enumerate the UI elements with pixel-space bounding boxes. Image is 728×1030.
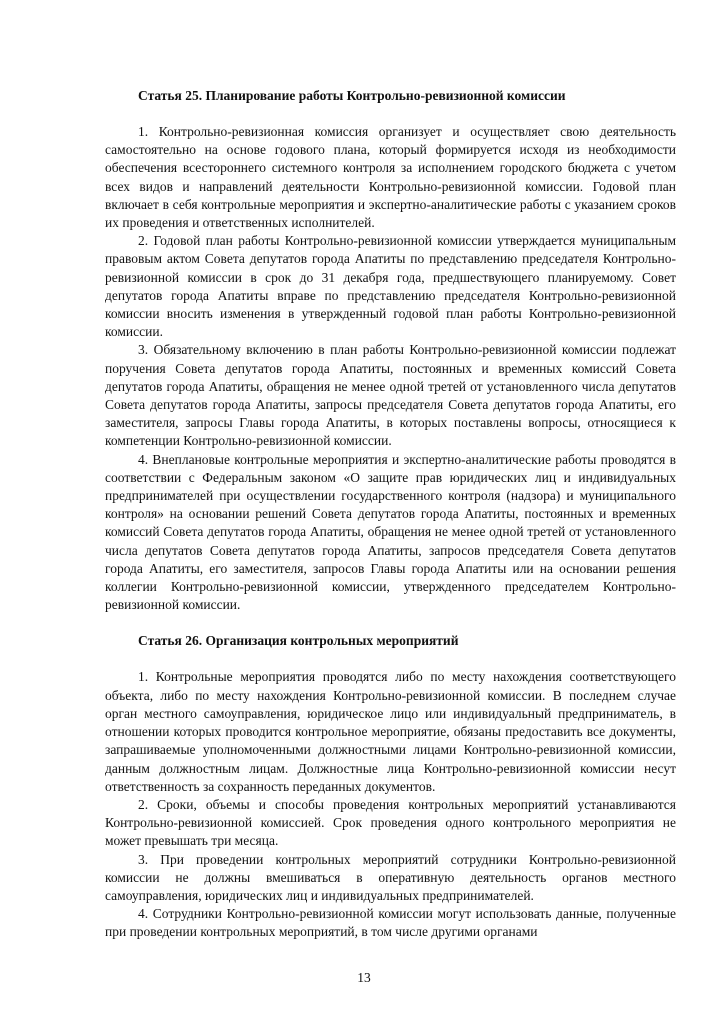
article-25-paragraph-3: 3. Обязательному включению в план работы Контрольно-ревизионной комиссии подлежат поручения Совета депутатов города Апатиты, постоянных и временных комиссий Совета депутатов города Апатиты, обращения не менее одной третей от установленного числа депутатов Совета депутатов города Апатиты, запросы председателя Совета депутатов города Апатиты, его заместителя, запросы Главы города Апатиты, в которых поставлены вопросы, относящиеся к компетенции Контрольно-ревизионной комиссии. (105, 342, 676, 449)
article-25-paragraph-1: 1. Контрольно-ревизионная комиссия организует и осуществляет свою деятельность самостоятельно на основе годового плана, который формируется исходя из необходимости обеспечения всестороннего системного контроля за исполнением городского бюджета с учетом всех видов и направлений деятельности Контрольно-ревизионной комиссии. Годовой план включает в себя контрольные мероприятия и экспертно-аналитические работы с указанием сроков их проведения и ответственных исполнителей. (105, 124, 676, 231)
article-25-paragraph-2: 2. Годовой план работы Контрольно-ревизионной комиссии утверждается муниципальным правовым актом Совета депутатов города Апатиты по представлению председателя Контрольно-ревизионной комиссии в срок до 31 декабря года, предшествующего планируемому. Совет депутатов города Апатиты вправе по представлению председателя Контрольно-ревизионной комиссии вносить изменения в утвержденный годовой план работы Контрольно-ревизионной комиссии. (105, 233, 676, 340)
page-number: 13 (357, 970, 371, 985)
article-26-heading: Статья 26. Организация контрольных мероприятий (138, 633, 459, 649)
article-25-paragraph-4: 4. Внеплановые контрольные мероприятия и экспертно-аналитические работы проводятся в соответствии с Федеральным законом «О защите прав юридических лиц и индивидуальных предпринимателей при осуществлении государственного контроля (надзора) и муниципального контроля» на основании решений Совета депутатов города Апатиты, постоянных и временных комиссий Совета депутатов города Апатиты, обращения не менее одной третей от установленного числа депутатов Совета депутатов города Апатиты, запросов председателя Совета депутатов города Апатиты, его заместителя, запросов Главы города Апатиты или на основании решения коллегии Контрольно-ревизионной комиссии, утвержденного председателем Контрольно-ревизионной комиссии. (105, 451, 676, 613)
article-26-paragraph-3: 3. При проведении контрольных мероприятий сотрудники Контрольно-ревизионной комиссии не должны вмешиваться в оперативную деятельность органов местного самоуправления, юридических лиц и индивидуальных предпринимателей. (105, 851, 676, 903)
article-25-heading: Статья 25. Планирование работы Контрольно-ревизионной комиссии (138, 88, 566, 103)
article-26-paragraph-2: 2. Сроки, объемы и способы проведения контрольных мероприятий устанавливаются Контрольно-ревизионной комиссией. Срок проведения одного контрольного мероприятия не может превышать три месяца. (105, 796, 676, 849)
article-26-paragraph-1: 1. Контрольные мероприятия проводятся либо по месту нахождения соответствующего объекта, либо по месту нахождения Контрольно-ревизионной комиссии. В последнем случае орган местного самоуправления, юридическое лицо или индивидуальный предприниматель, в отношении которых проводится контрольное мероприятие, обязаны предоставить все документы, запрашиваемые уполномоченными должностными лицами Контрольно-ревизионной комиссии, данным должностным лицам. Должностные лица Контрольно-ревизионной комиссии несут ответственность за сохранность переданных документов. (105, 669, 676, 794)
article-26-paragraph-4: 4. Сотрудники Контрольно-ревизионной комиссии могут использовать данные, полученные при проведении контрольных мероприятий, в том числе другими органами (105, 906, 676, 940)
document-page (105, 86, 676, 942)
